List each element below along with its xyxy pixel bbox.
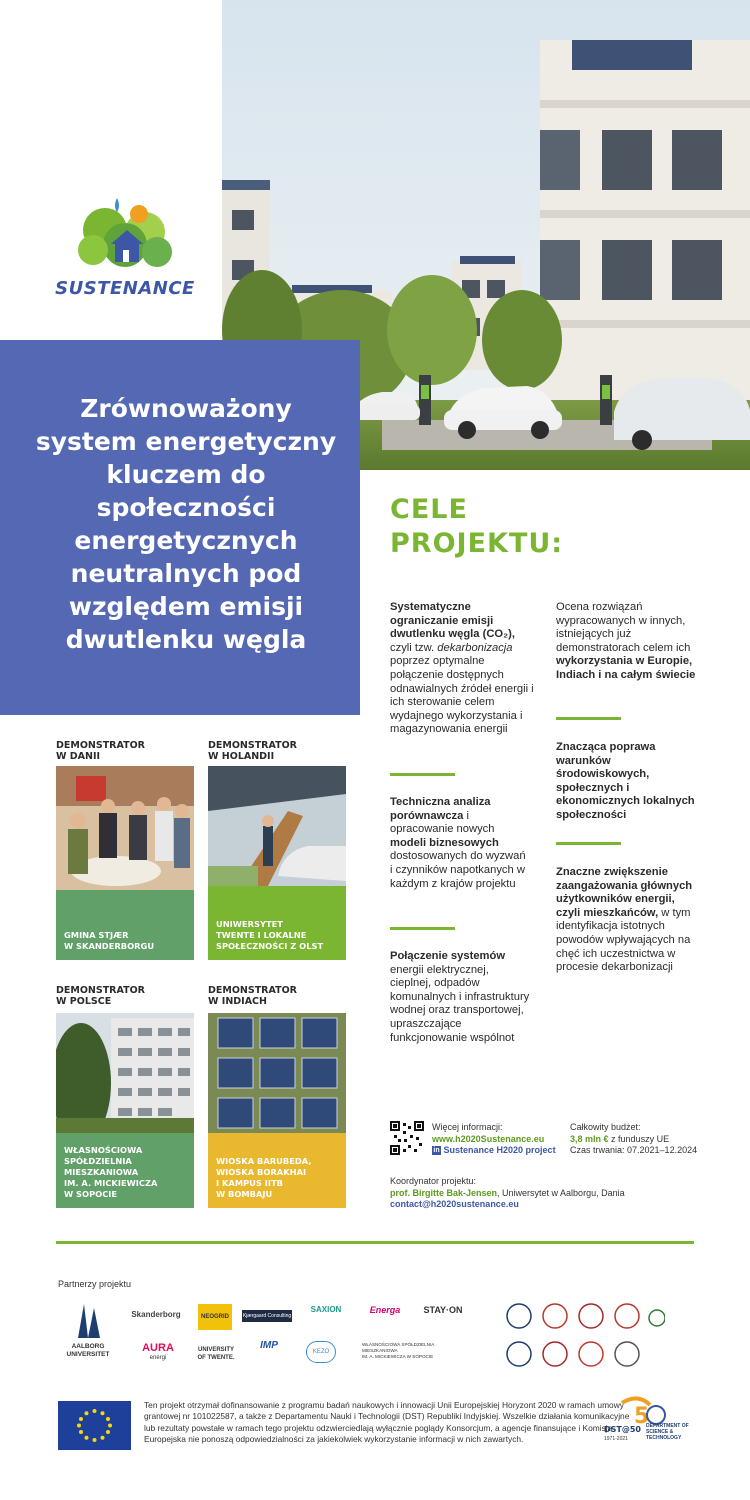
duration: Czas trwania: 07.2021–12.2024 [570,1145,698,1155]
demo-caption-india-text: WIOSKA BARUBEDA, WIOSKA BORAKHAI I KAMPUS IITB W BOMBAJU [216,1156,312,1199]
leaf-house-icon [55,190,195,280]
neogrid-logo: NEOGRID [198,1304,232,1330]
budget-block [570,1122,720,1157]
goal-4-pre: Ocena rozwiązań wypracowanych w innych, istniejących już demonstratorach celem ich [556,601,691,654]
aalborg-wave-icon [68,1300,108,1340]
demo-label-india: DEMONSTRATOR W INDIACH [208,985,297,1007]
demo-caption-denmark-text: GMINA STJÆR W SKANDERBORGU [64,930,155,951]
goal-3-rest: energii elektrycznej, cieplnej, odpadów komunalnych i infrastruktury wodnej oraz transportowej, upraszczające funkcjonowanie wspólnot [390,963,530,1044]
coordinator-label: Koordynator projektu: [390,1176,477,1186]
demo-caption-netherlands [208,886,346,960]
twente-logo: UNIVERSITY OF TWENTE. [197,1347,235,1361]
goal-1-rest: poprzez optymalne połączenie dostępnych odnawialnych źródeł energii i ich sterowanie celem wydajnego wykorzystania i magazynowania energii [390,655,534,736]
indian-partner-seals [505,1302,665,1372]
stayon-logo: STAY·ON [423,1305,463,1315]
goal-2 [390,796,530,891]
imp-logo: IMP [260,1340,278,1351]
demo-label-denmark: DEMONSTRATOR W DANII [56,740,145,762]
aalborg-logo [58,1300,118,1359]
goal-divider [556,842,621,845]
goal-4-bold: wykorzystania w Europie, Indiach i na całym świecie [556,655,696,681]
budget-value: 3,8 mln € [570,1133,609,1144]
aura-text: AURA [142,1342,174,1354]
skanderborg-logo: Skanderborg [131,1310,181,1319]
goal-1 [390,601,536,737]
kjaergaard-logo: Kjærgaard Consulting [242,1310,292,1322]
goal-3 [390,950,530,1045]
goal-2-bold1: Techniczna analiza porównawcza [390,796,491,822]
budget-label: Całkowity budżet: [570,1122,641,1132]
goal-5 [556,741,696,823]
demo-label-poland: DEMONSTRATOR W POLSCE [56,985,145,1007]
goal-1-pre: czyli tzw. [390,641,435,654]
goals-heading-line2: PROJEKTU: [390,528,564,559]
goal-divider [556,717,621,720]
demo-label-netherlands: DEMONSTRATOR W HOLANDII [208,740,297,762]
photo-poland-apartment-block [56,1013,194,1133]
demo-caption-poland-text: WŁASNOŚCIOWA SPÓŁDZIELNIA MIESZKANIOWA IM. A. MICKIEWICZA W SOPOCIE [64,1145,158,1199]
svg-text:5: 5 [634,1404,650,1429]
photo-denmark-meeting [56,766,194,890]
more-info-block [432,1122,562,1157]
photo-netherlands-carport [208,766,346,886]
sustenance-logo [55,190,195,305]
goals-heading [390,493,690,561]
goal-1-italic: dekarbonizacja [437,641,513,654]
more-info-label: Więcej informacji: [432,1122,503,1132]
linkedin-icon: in [433,1147,440,1155]
wsm-sopot-logo: WŁASNOŚCIOWA SPÓŁDZIELNIA MIESZKANIOWA IM. A. MICKIEWICZA W SOPOCIE [362,1342,435,1359]
social-link[interactable] [432,1145,562,1157]
title-panel [0,340,360,715]
partners-divider [56,1241,694,1244]
social-link-label: Sustenance H2020 project [443,1145,556,1155]
goal-2-rest: dostosowanych do wyzwań i czynników napotkanych w każdym z krajów projektu [390,850,526,890]
aura-logo [138,1342,178,1362]
goal-6 [556,866,702,975]
goal-6-rest: w tym identyfikacja istotnych powodów wpływających na chęć ich uczestnictwa w procesie dekarbonizacji [556,906,691,974]
dst-text: DST@50 [604,1425,641,1434]
coordinator-name: prof. Birgitte Bak-Jensen [390,1187,498,1198]
funding-disclaimer: Ten projekt otrzymał dofinansowanie z programu badań naukowych i innowacji Unii Europejskiej Horyzont 2020 w ramach umowy grantowej nr 101022587, a także z Departamentu Nauki i Technologii (DST) Republiki Indyjskiej. Wszelkie działania komunikacyjne lub rezultaty powstałe w ramach tego projektu odzwierciedlają wyłącznie poglądy Konsorcjum, a agencje finansujące i Komisja Europejska nie ponoszą odpowiedzialności za jakiekolwiek wykorzystanie informacji w nich zawartych. [144,1400,630,1444]
goal-2-bold2: modeli biznesowych [390,836,499,849]
dst-logo [604,1395,704,1455]
coordinator-block [390,1176,710,1211]
aura-sub: energi [149,1355,167,1361]
goals-heading-line1: CELE [390,494,468,525]
kezo-logo: KEZO [306,1341,336,1363]
goal-divider [390,773,455,776]
demo-caption-denmark [56,890,194,960]
contact-email[interactable]: contact@h2020sustenance.eu [390,1199,519,1209]
goal-divider [390,927,455,930]
demo-caption-netherlands-text: UNIWERSYTET TWENTE I LOKALNE SPOŁECZNOŚCI Z OLST [216,919,324,951]
brand-wordmark: SUSTENANCE [55,278,195,299]
photo-india-solar-panels [208,1013,346,1133]
goal-4 [556,601,696,683]
goal-1-bold: Systematyczne ograniczanie emisji dwutlenku węgla (CO₂), [390,601,515,641]
dst-dept: DEPARTMENT OF SCIENCE & TECHNOLOGY [646,1423,689,1441]
website-link[interactable]: www.h2020Sustenance.eu [432,1133,545,1144]
energa-logo: Energa [369,1305,401,1315]
eu-flag-icon [58,1401,131,1450]
dst-years: 1971-2021 [604,1436,628,1442]
goal-5-bold: Znacząca poprawa warunków środowiskowych, społecznych i ekonomicznych lokalnych społeczności [556,741,695,821]
page-title: Zrównoważony system energetyczny kluczem do społeczności energetycznych neutralnych pod względem emisji dwutlenku węgla [35,394,337,654]
coordinator-org: , Uniwersytet w Aalborgu, Dania [497,1187,625,1198]
saxion-logo: SAXION [310,1305,342,1314]
qr-code[interactable] [390,1121,424,1155]
budget-rest: z funduszy UE [611,1133,670,1144]
goal-3-bold: Połączenie systemów [390,950,506,962]
demo-caption-india [208,1133,346,1208]
demo-caption-poland [56,1133,194,1208]
goal-2-mid: i opracowanie nowych [390,809,495,836]
partners-label: Partnerzy projektu [58,1279,132,1289]
aalborg-text: AALBORG UNIVERSITET [66,1343,110,1358]
goal-6-bold: Znaczne zwiększenie zaangażowania głównych użytkowników energii, czyli mieszkańców, [556,866,693,919]
